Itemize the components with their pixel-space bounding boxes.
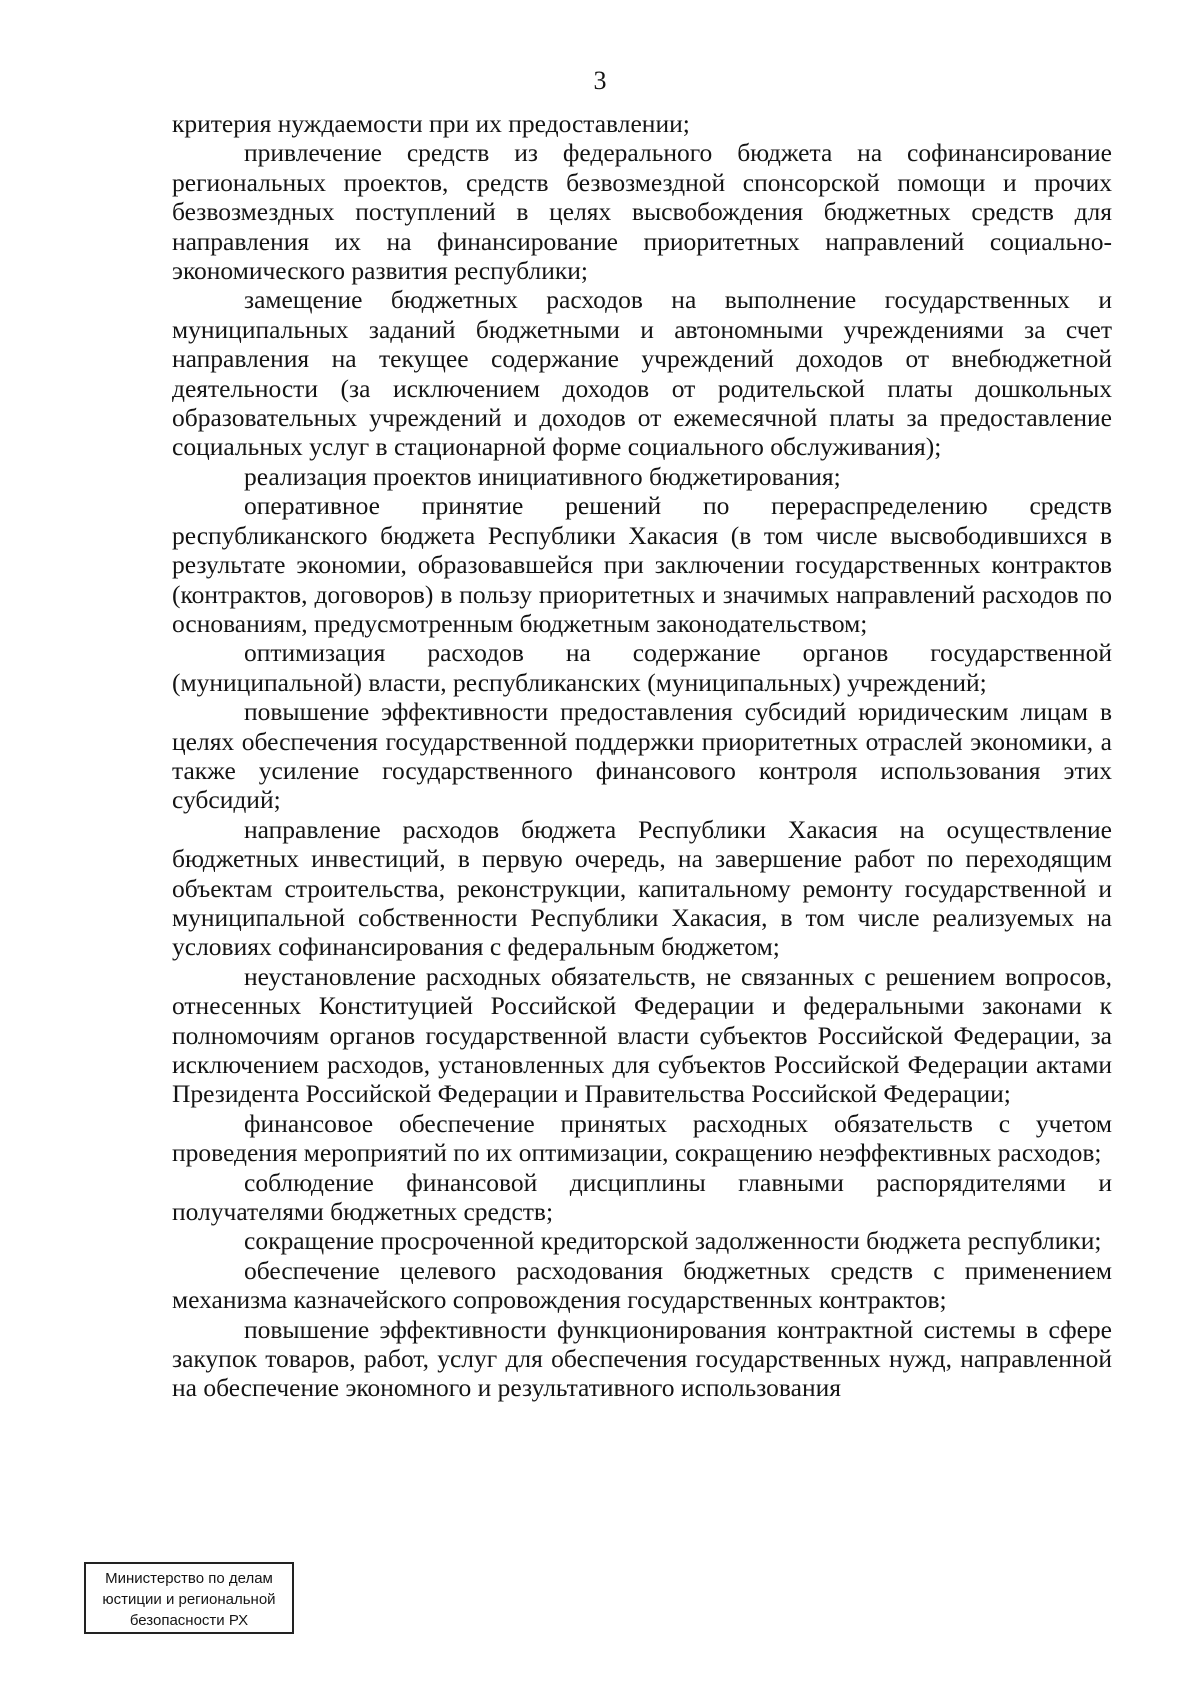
- paragraph: привлечение средств из федерального бюджета на софинансирование региональных проектов, средств безвозмездной спонсорской помощи и прочих безвозмездных поступлений в целях высвобождения бюджетных средств для направления их на финансирование приоритетных направлений социально-экономического развития республики;: [172, 138, 1112, 286]
- paragraph: реализация проектов инициативного бюджетирования;: [244, 461, 841, 491]
- stamp-line: безопасности РХ: [129, 1612, 249, 1629]
- paragraph: соблюдение финансовой дисциплины главными распорядителями и получателями бюджетных средств;: [172, 1167, 1112, 1227]
- paragraph: критерия нуждаемости при их предоставлении;: [172, 109, 690, 138]
- document-body: [172, 109, 1112, 1403]
- registration-stamp: [84, 1562, 294, 1634]
- page-number: 3: [593, 66, 607, 95]
- paragraph: оперативное принятие решений по перераспределению средств республиканского бюджета Республики Хакасия (в том числе высвободившихся в результате экономии, образовавшейся при заключении государственных контрактов (контрактов, договоров) в пользу приоритетных и значимых направлений расходов по основаниям, предусмотренным бюджетным законодательством;: [172, 491, 1112, 638]
- paragraph: направление расходов бюджета Республики Хакасия на осуществление бюджетных инвестиций, в первую очередь, на завершение работ по переходящим объектам строительства, реконструкции, капитальному ремонту государственной и муниципальной собственности Республики Хакасия, в том числе реализуемых на условиях софинансирования с федеральным бюджетом;: [172, 814, 1112, 962]
- paragraph: обеспечение целевого расходования бюджетных средств с применением механизма казначейского сопровождения государственных контрактов;: [172, 1255, 1112, 1315]
- paragraph: финансовое обеспечение принятых расходных обязательств с учетом проведения мероприятий по их оптимизации, сокращению неэффективных расходов;: [172, 1108, 1112, 1168]
- paragraph: неустановление расходных обязательств, не связанных с решением вопросов, отнесенных Конституцией Российской Федерации и федеральными законами к полномочиям органов государственной власти субъектов Российской Федерации, за исключением расходов, установленных для субъектов Российской Федерации актами Президента Российской Федерации и Правительства Российской Федерации;: [172, 961, 1112, 1109]
- stamp-line: юстиции и региональной: [102, 1591, 276, 1608]
- paragraph: повышение эффективности функционирования контрактной системы в сфере закупок товаров, работ, услуг для обеспечения государственных нужд, направленной на обеспечение экономного и результативного использования: [172, 1314, 1112, 1403]
- paragraph: сокращение просроченной кредиторской задолженности бюджета республики;: [244, 1226, 1102, 1256]
- stamp-line: Министерство по делам: [105, 1570, 273, 1587]
- paragraph: повышение эффективности предоставления субсидий юридическим лицам в целях обеспечения государственной поддержки приоритетных отраслей экономики, а также усиление государственного финансового контроля использования этих субсидий;: [172, 697, 1112, 815]
- paragraph: замещение бюджетных расходов на выполнение государственных и муниципальных заданий бюджетными и автономными учреждениями за счет направления на текущее содержание учреждений доходов от внебюджетной деятельности (за исключением доходов от родительской платы дошкольных образовательных учреждений и доходов от ежемесячной платы за предоставление социальных услуг в стационарной форме социального обслуживания);: [172, 285, 1112, 462]
- paragraph: оптимизация расходов на содержание органов государственной (муниципальной) власти, республиканских (муниципальных) учреждений;: [172, 638, 1112, 697]
